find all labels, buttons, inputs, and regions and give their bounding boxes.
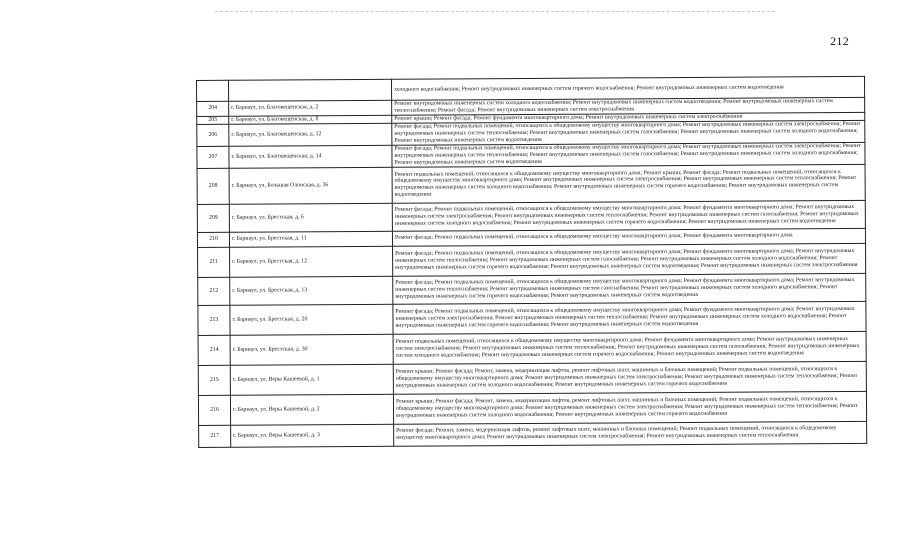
row-works: Ремонт фасада; Ремонт подвальных помещений, относящихся к общедомовому имуществу многоквартирного дома; Ремонт внутридомовых инженерных систем электроснабжения; Ремонт внутридомовых инженерных систем теплоснабжения; Ремонт внутридомовых инженерных систем газоснабжения; Ремонт внутридомовых инженерных систем холодного водоснабжения; Ремонт внутридомовых инженерных систем водоотведения — [392, 142, 865, 167]
row-works: Ремонт крыши; Ремонт фасада; Ремонт, замена, модернизация лифтов, ремонт лифтовых шахт, машинных и блочных помещений; Ремонт подвальных помещений, относящихся к общедомовому имуществу многоквартирного дома; Ремонт внутридомовых инженерных систем электроснабжения; Ремонт внутридомовых инженерных систем теплоснабжения; Ремонт внутридомовых инженерных систем холодного водоснабжения; Ремонт внутридомовых инженерных систем горячего водоснабжения — [393, 361, 866, 394]
row-works: Ремонт фасада; Ремонт подвальных помещений, относящихся к общедомовому имуществу многоквартирного дома; Ремонт фундамента многоквартирного дома; Ремонт внутридомовых инженерных систем теплоснабжения; Ремонт внутридомовых инженерных систем газоснабжения; Ремонт внутридомовых инженерных систем холодного водоснабжения; Ремонт внутридомовых инженерных систем горячего водоснабжения; Ремонт внутридомовых инженерных систем водоотведения — [393, 273, 866, 304]
row-number: 212 — [198, 277, 230, 305]
register-body — [197, 76, 867, 447]
row-address: г. Барнаул, ул. Веры Кашеевой, д. 3 — [231, 424, 394, 447]
row-address: г. Барнаул, ул. Брестская, д. 13 — [230, 276, 393, 305]
row-number: 213 — [198, 305, 230, 335]
continuation-works-cell: холодного водоснабжения; Ремонт внутридомовых инженерных систем горячего водоснабжения; Ремонт внутридомовых инженерных систем водоотведения — [391, 76, 864, 100]
page-number: 212 — [830, 34, 849, 48]
row-address: г. Барнаул, ул. Брестская, д. 20 — [230, 304, 393, 335]
table-row — [198, 361, 866, 395]
row-address: г. Барнаул, ул. Веры Кашеевой, д. 2 — [230, 394, 393, 425]
row-works: Ремонт крыши; Ремонт фасада; Ремонт фундамента многоквартирного дома; Ремонт внутридомовых инженерных систем электроснабжения — [392, 112, 865, 123]
table-row — [199, 421, 867, 447]
row-address: г. Барнаул, ул. Благовещенская, д. 8 — [229, 115, 392, 124]
table-row — [197, 200, 865, 232]
row-works: Ремонт внутридомовых инженерных систем холодного водоснабжения; Ремонт внутридомовых инженерных систем водоотведения; Ремонт внутридомовых инженерных систем теплоснабжения; Ремонт фасада; Ремонт внутридомовых инженерных систем электроснабжения — [392, 97, 865, 115]
row-address: г. Барнаул, ул. Благовещенская, д. 14 — [229, 145, 392, 168]
row-number: 217 — [199, 425, 231, 447]
repair-register-table — [196, 76, 867, 448]
row-address: г. Барнаул, ул. Большая Олонская, д. 36 — [229, 167, 392, 204]
row-address: г. Барнаул, ул. Брестская, д. 30 — [230, 334, 393, 365]
row-works: Ремонт фасада; Ремонт подвальных помещений, относящихся к общедомовому имуществу многоквартирного дома; Ремонт внутридомовых инженерных систем электроснабжения; Ремонт внутридомовых инженерных систем теплоснабжения; Ремонт внутридомовых инженерных систем газоснабжения; Ремонт внутридомовых инженерных систем холодного водоснабжения; Ремонт внутридомовых инженерных систем водоотведения — [392, 120, 865, 145]
row-address: г. Барнаул, ул. Брестская, д. 12 — [230, 246, 393, 277]
row-works: Ремонт подвальных помещений, относящихся к общедомовому имуществу многоквартирного дома; Ремонт крыши; Ремонт фасада; Ремонт подвальных помещений, относящихся к общедомовому имуществу многоквартирного дома; Ремонт внутридомовых инженерных систем электроснабжения; Ремонт внутридомовых инженерных систем теплоснабжения; Ремонт внутридомовых инженерных систем холодного водоснабжения; Ремонт внутридомовых инженерных систем горячего водоснабжения; Ремонт внутридомовых инженерных систем водоотведения — [392, 164, 865, 203]
row-works: Ремонт фасада; Ремонт подвальных помещений, относящихся к общедомовому имуществу многоквартирного дома; Ремонт фундамента многоквартирного дома — [392, 228, 865, 246]
table-row — [198, 391, 866, 425]
row-number: 208 — [197, 168, 229, 204]
row-works: Ремонт подвальных помещений, относящихся к общедомовому имуществу многоквартирного дома; Ремонт фундамента многоквартирного дома; Ремонт внутридомовых инженерных систем электроснабжения; Ремонт внутридомовых инженерных систем теплоснабжения; Ремонт внутридомовых инженерных систем газоснабжения; Ремонт внутридомовых инженерных систем холодного водоснабжения; Ремонт внутридомовых инженерных систем горячего водоснабжения; Ремонт внутридомовых инженерных систем водоотведения — [393, 331, 866, 364]
row-number: 211 — [198, 247, 230, 277]
document-sheet — [196, 76, 861, 448]
row-number: 206 — [197, 124, 229, 146]
row-number: 214 — [198, 335, 230, 365]
row-address: г. Барнаул, ул. Веры Кашеевой, д. 1 — [230, 364, 393, 395]
continuation-num-cell — [197, 80, 229, 101]
scan-artifact-line — [215, 11, 775, 12]
table-row — [197, 164, 865, 204]
row-works: Ремонт фасада; Ремонт подвальных помещений, относящихся к общедомовому имуществу многоквартирного дома; Ремонт фундамента многоквартирного дома; Ремонт внутридомовых инженерных систем теплоснабжения; Ремонт внутридомовых инженерных систем газоснабжения; Ремонт внутридомовых инженерных систем холодного водоснабжения; Ремонт внутридомовых инженерных систем горячего водоснабжения; Ремонт внутридомовых инженерных систем водоотведения; Ремонт внутридомовых инженерных систем электроснабжения — [393, 243, 866, 276]
row-address: г. Барнаул, ул. Благовещенская, д. 2 — [229, 100, 392, 116]
row-number: 209 — [197, 204, 229, 232]
row-works: Ремонт фасада; Ремонт подвальных помещений, относящихся к общедомовому имуществу многоквартирного дома; Ремонт фундамента многоквартирного дома; Ремонт внутридомовых инженерных систем электроснабжения; Ремонт внутридомовых инженерных систем теплоснабжения; Ремонт внутридомовых инженерных систем газоснабжения; Ремонт внутридомовых инженерных систем холодного водоснабжения; Ремонт внутридомовых инженерных систем горячего водоснабжения; Ремонт внутридомовых инженерных систем водоотведения — [392, 200, 865, 231]
row-number: 204 — [197, 101, 229, 116]
table-row — [198, 243, 866, 277]
row-works: Ремонт крыши; Ремонт фасада; Ремонт, замена, модернизация лифтов, ремонт лифтовых шахт, машинных и блочных помещений; Ремонт подвальных помещений, относящихся к общедомовому имуществу многоквартирного дома; Ремонт внутридомовых инженерных систем электроснабжения; Ремонт внутридомовых инженерных систем теплоснабжения; Ремонт внутридомовых инженерных систем холодного водоснабжения; Ремонт внутридомовых инженерных систем горячего водоснабжения — [393, 391, 866, 424]
table-row — [198, 273, 866, 305]
row-number: 215 — [198, 365, 230, 395]
row-number: 205 — [197, 116, 229, 124]
row-works: Ремонт фасада; Ремонт, замена, модернизация лифтов, ремонт лифтовых шахт, машинных и блочных помещений; Ремонт подвальных помещений, относящихся к общедомовому имуществу многоквартирного дома; Ремонт внутридомовых инженерных систем электроснабжения; Ремонт внутридомовых инженерных систем теплоснабжения — [394, 421, 867, 446]
row-address: г. Барнаул, ул. Брестская, д. 6 — [229, 203, 392, 232]
table-row — [198, 301, 866, 335]
row-number: 216 — [198, 395, 230, 425]
row-address: г. Барнаул, ул. Благовещенская, д. 12 — [229, 123, 392, 146]
row-number: 207 — [197, 146, 229, 168]
row-works: Ремонт фасада; Ремонт подвальных помещений, относящихся к общедомовому имуществу многоквартирного дома; Ремонт фундамента многоквартирного дома; Ремонт внутридомовых инженерных систем электроснабжения; Ремонт внутридомовых инженерных систем теплоснабжения; Ремонт внутридомовых инженерных систем холодного водоснабжения; Ремонт внутридомовых инженерных систем горячего водоснабжения; Ремонт внутридомовых инженерных систем водоотведения — [393, 301, 866, 334]
row-address: г. Барнаул, ул. Брестская, д. 11 — [229, 231, 392, 247]
continuation-address-cell — [229, 79, 392, 101]
row-number: 210 — [197, 232, 229, 247]
table-row — [198, 331, 866, 365]
